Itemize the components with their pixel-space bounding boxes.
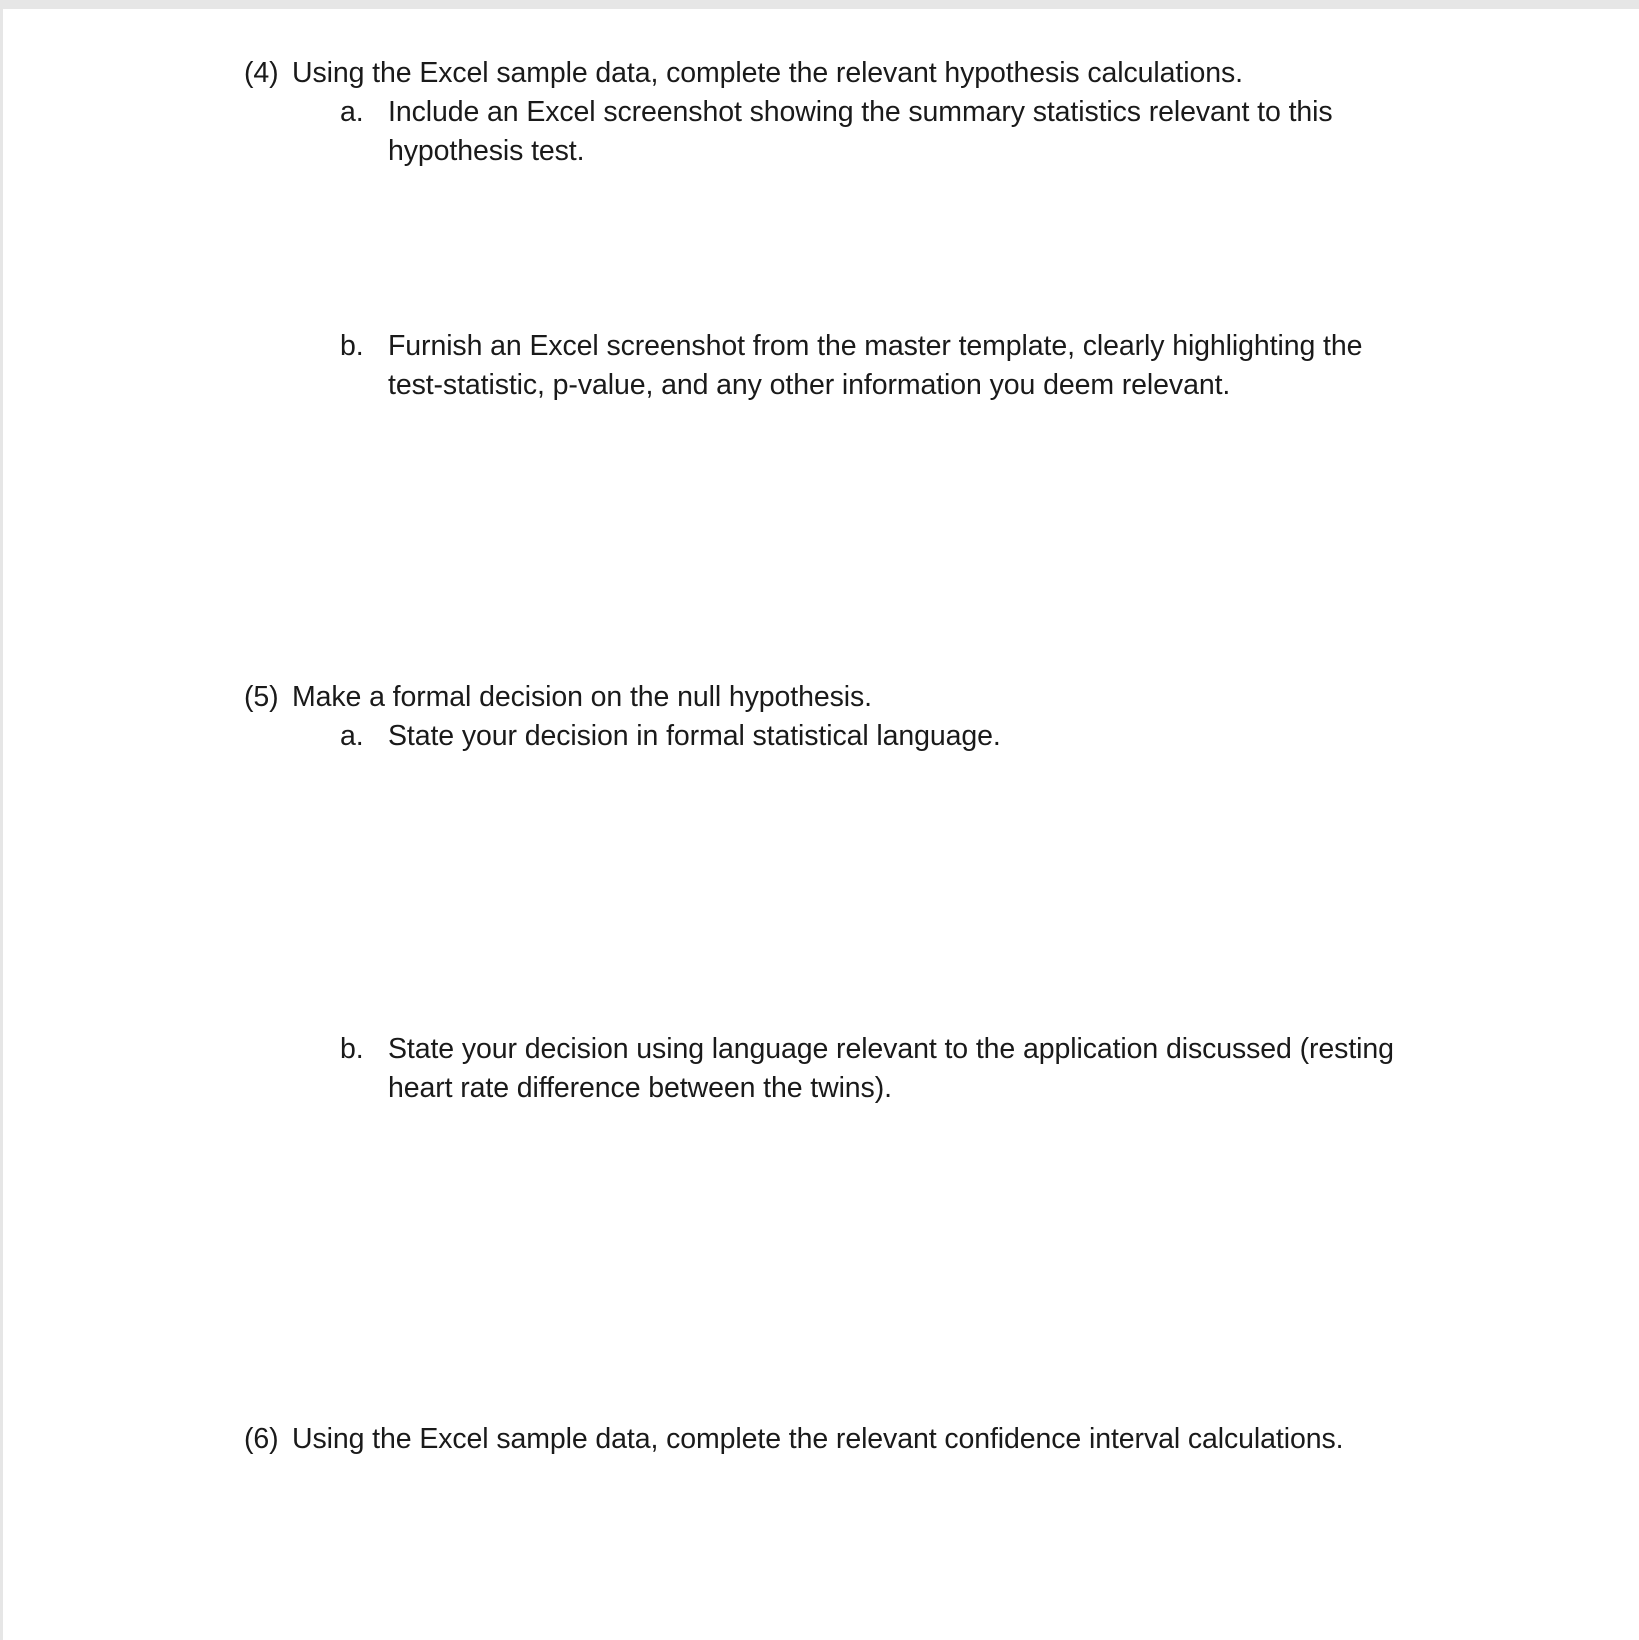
question-number: (5)	[244, 681, 279, 713]
question-6	[244, 1420, 1444, 1459]
subitem-text-line-2: hypothesis test.	[388, 135, 585, 167]
question-5a	[340, 717, 1440, 756]
subitem-text-line-2: test-statistic, p-value, and any other information you deem relevant.	[388, 369, 1231, 401]
question-5b	[340, 1030, 1490, 1108]
question-number: (4)	[244, 57, 279, 89]
question-4b	[340, 327, 1440, 405]
question-5	[244, 678, 1344, 717]
subitem-text-line-1: Furnish an Excel screenshot from the master template, clearly highlighting the	[388, 330, 1363, 362]
subitem-text-line-1: State your decision in formal statistical language.	[388, 720, 1001, 752]
subitem-text-line-2: heart rate difference between the twins).	[388, 1072, 892, 1104]
document-page	[3, 9, 1639, 1640]
subitem-letter: b.	[340, 1033, 364, 1065]
subitem-letter: b.	[340, 330, 364, 362]
subitem-text-line-1: Include an Excel screenshot showing the summary statistics relevant to this	[388, 96, 1333, 128]
subitem-letter: a.	[340, 720, 364, 752]
subitem-text-line-1: State your decision using language relevant to the application discussed (resting	[388, 1033, 1394, 1065]
question-4	[244, 54, 1344, 93]
subitem-letter: a.	[340, 96, 364, 128]
question-number: (6)	[244, 1423, 279, 1455]
question-text: Using the Excel sample data, complete the relevant confidence interval calculations.	[292, 1423, 1344, 1455]
question-text: Using the Excel sample data, complete the relevant hypothesis calculations.	[292, 57, 1243, 89]
question-text: Make a formal decision on the null hypothesis.	[292, 681, 872, 713]
question-4a	[340, 93, 1440, 171]
